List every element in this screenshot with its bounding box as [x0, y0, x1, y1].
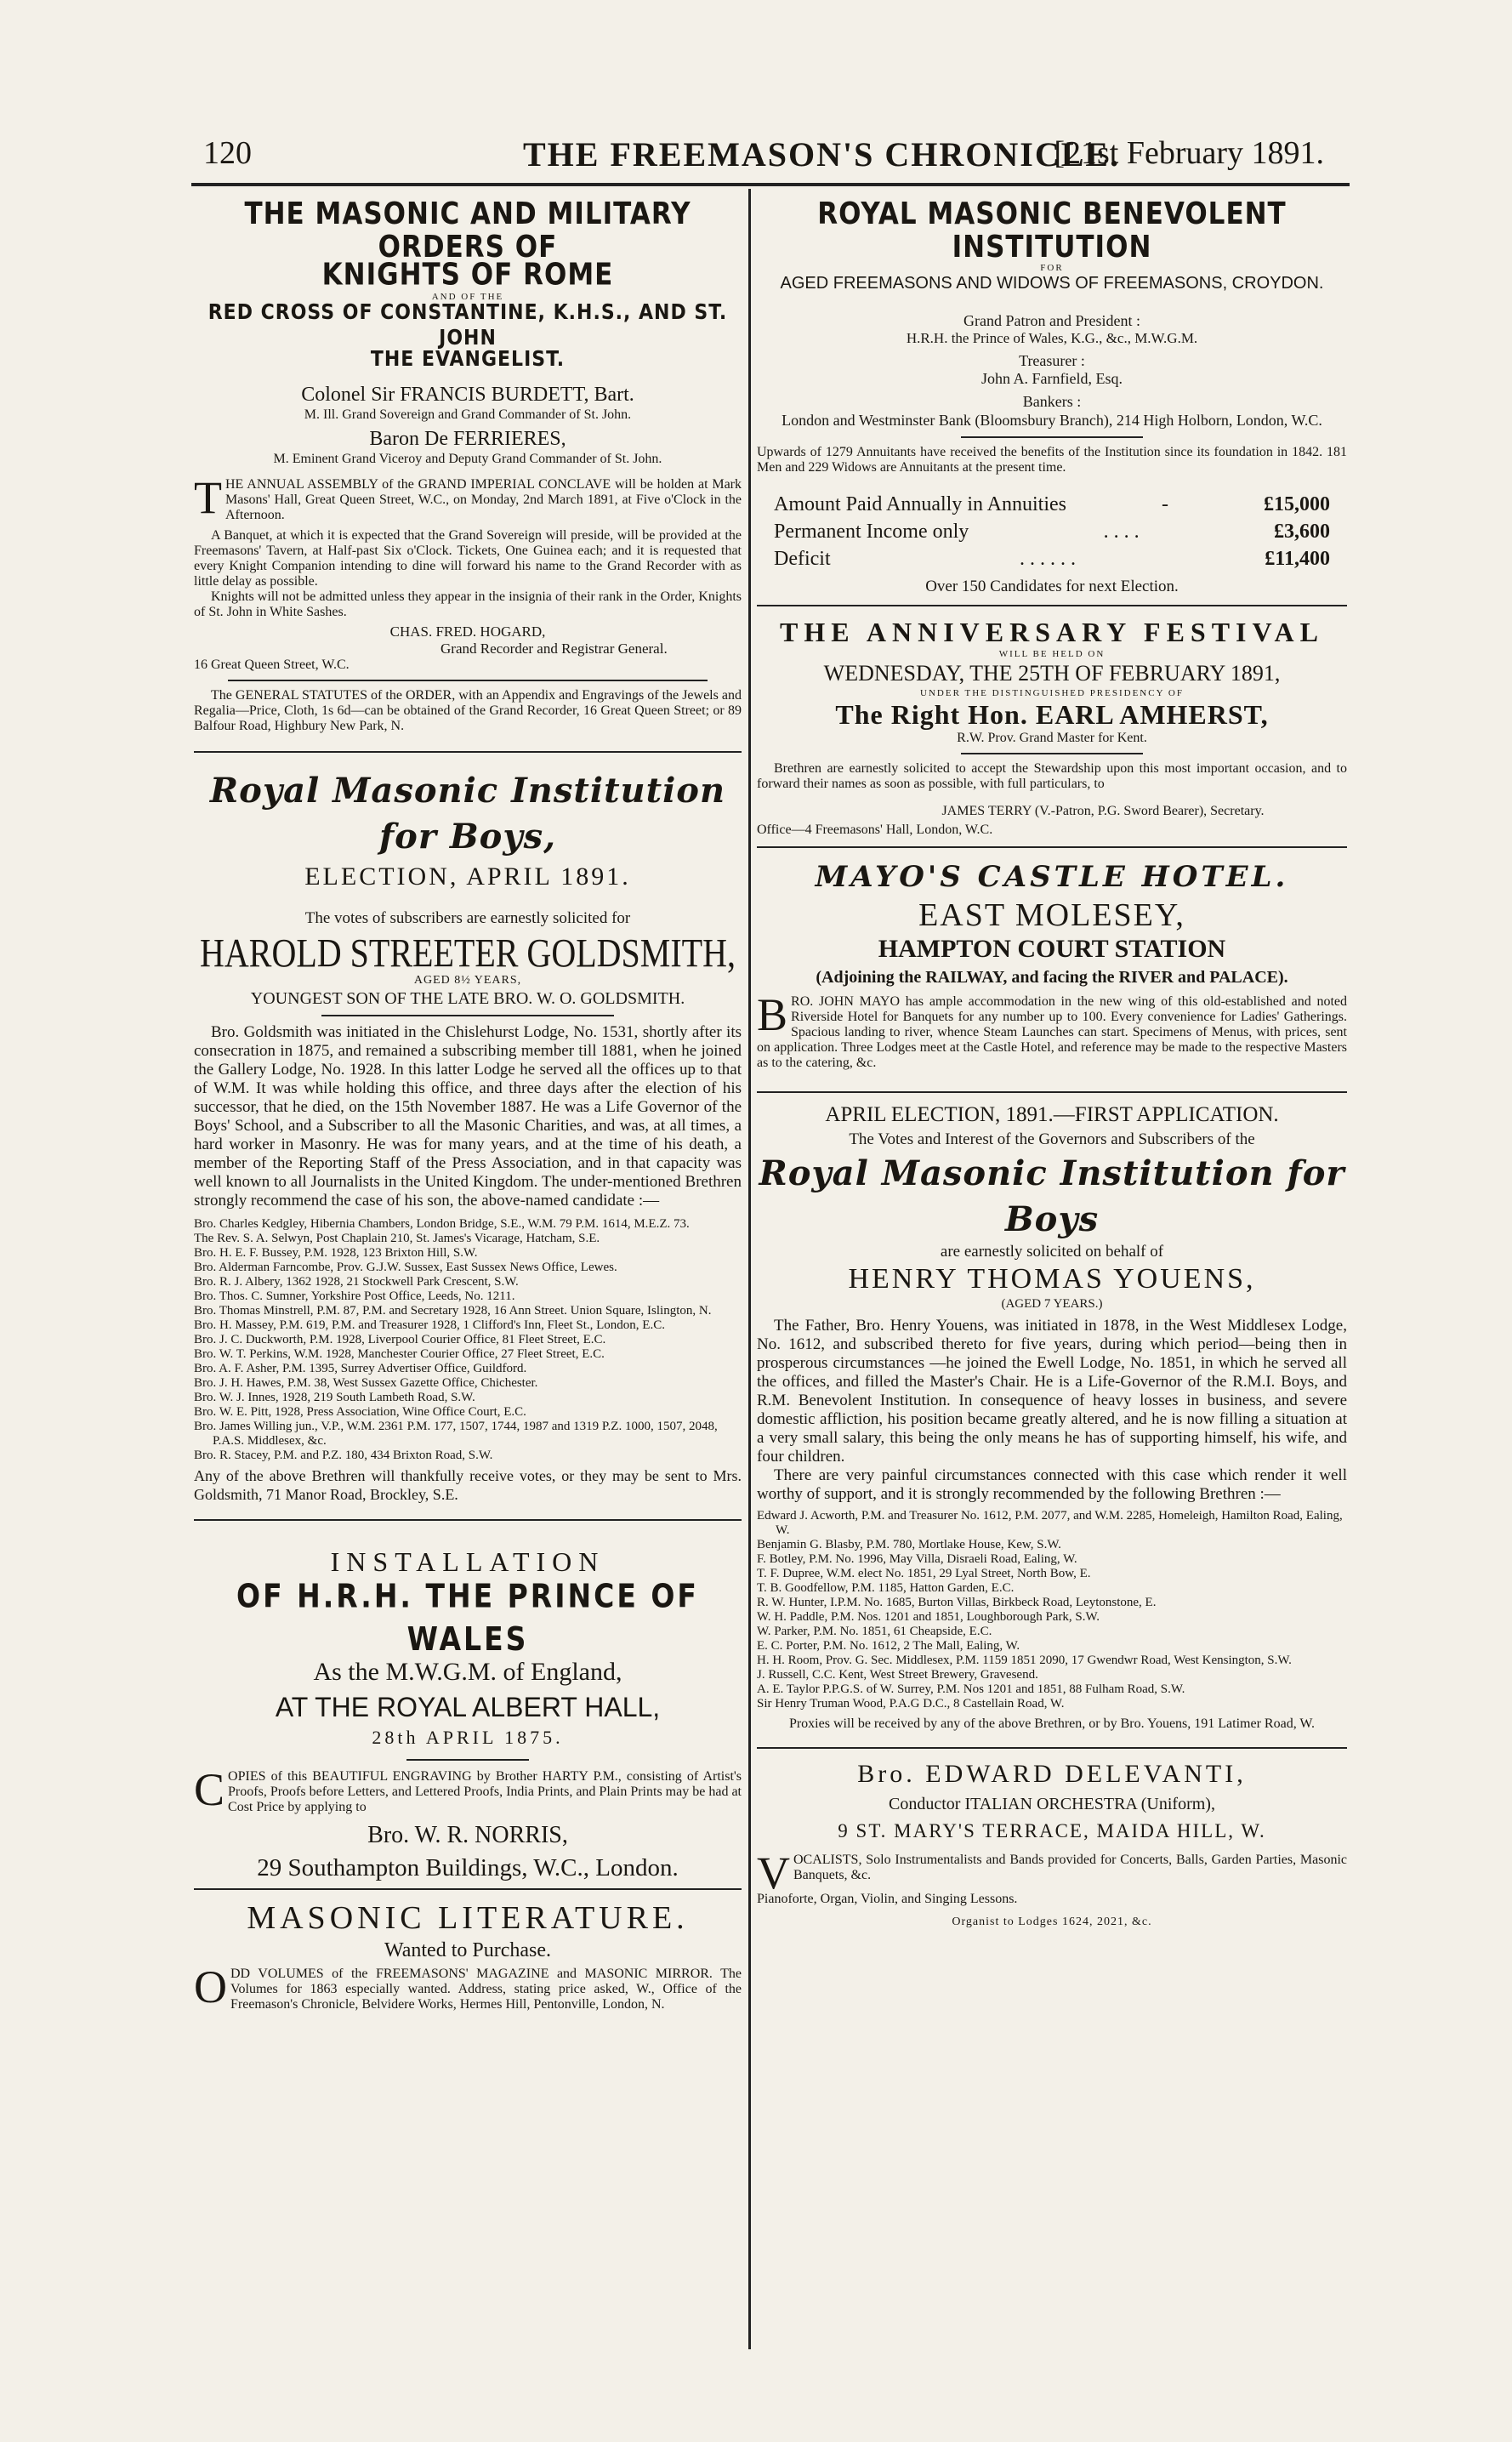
festival-date: WEDNESDAY, THE 25TH OF FEBRUARY 1891,	[823, 661, 1281, 686]
benevolent-patron-label: Grand Patron and President :	[963, 312, 1140, 329]
orders-title-3: RED CROSS OF CONSTANTINE, K.H.S., AND ST. JOHN	[207, 300, 728, 350]
festival-office: Office—4 Freemasons' Hall, London, W.C.	[757, 823, 993, 837]
literature-title: MASONIC LITERATURE.	[247, 1900, 689, 1936]
benevolent-candidates: Over 150 Candidates for next Election.	[925, 578, 1179, 595]
list-item: Bro. W. E. Pitt, 1928, Press Association, Wine Office Court, E.C.	[194, 1405, 526, 1419]
april-candidate: HENRY THOMAS YOUENS,	[848, 1263, 1256, 1295]
installation-title-1: INSTALLATION	[330, 1546, 605, 1577]
list-item: A. E. Taylor P.P.G.S. of W. Surrey, P.M. Nos 1201 and 1851, 88 Fulham Road, S.W.	[757, 1682, 1185, 1696]
orders-person-1: Colonel Sir FRANCIS BURDETT, Bart.	[301, 384, 634, 406]
orders-person-2: Baron De FERRIERES,	[369, 428, 566, 450]
list-item: H. H. Room, Prov. G. Sec. Middlesex, P.M. 1159 1851 2090, 17 Gwendwr Road, West Kensington, S.W.	[757, 1654, 1292, 1667]
separator	[194, 1519, 742, 1521]
list-item: Bro. Thomas Minstrell, P.M. 87, P.M. and Secretary 1928, 16 Ann Street. Union Square, Islington, N.	[194, 1304, 712, 1318]
list-item: W. H. Paddle, P.M. Nos. 1201 and 1851, Loughborough Park, S.W.	[757, 1610, 1100, 1624]
benevolent-advert	[757, 196, 1347, 606]
festival-title: THE ANNIVERSARY FESTIVAL	[780, 617, 1324, 647]
figure-row	[774, 518, 1330, 545]
installation-title-2: OF H.R.H. THE PRINCE OF WALES	[236, 1576, 699, 1659]
figure-row	[774, 491, 1330, 518]
hotel-title: MAYO'S CASTLE HOTEL.	[815, 860, 1289, 894]
list-item: Bro. Thos. C. Sumner, Yorkshire Post Office, Leeds, No. 1211.	[194, 1289, 515, 1303]
orders-signer: CHAS. FRED. HOGARD,	[389, 623, 546, 640]
newspaper-title: THE FREEMASON'S CHRONICLE.	[523, 135, 1121, 174]
list-item: Benjamin G. Blasby, P.M. 780, Mortlake House, Kew, S.W.	[757, 1538, 1061, 1551]
list-item: T. B. Goodfellow, P.M. 1185, Hatton Garden, E.C.	[757, 1581, 1015, 1595]
list-item: R. W. Hunter, I.P.M. No. 1685, Burton Villas, Birkbeck Road, Leytonstone, E.	[757, 1596, 1157, 1609]
separator	[757, 605, 1347, 606]
separator	[406, 1759, 529, 1761]
list-item: Bro. J. C. Duckworth, P.M. 1928, Liverpool Courier Office, 81 Fleet Street, E.C.	[194, 1333, 606, 1346]
benevolent-patron: H.R.H. the Prince of Wales, K.G., &c., M.W.G.M.	[906, 330, 1198, 346]
list-item: Bro. H. Massey, P.M. 619, P.M. and Treasurer 1928, 1 Clifford's Inn, Fleet St., London, E.C.	[194, 1318, 665, 1332]
festival-body: Brethren are earnestly solicited to accept the Stewardship upon this most important occasion, and to forward their names as soon as possible, with full particulars, to	[757, 761, 1347, 791]
list-item: Bro. W. T. Perkins, W.M. 1928, Manchester Courier Office, 27 Fleet Street, E.C.	[194, 1347, 605, 1361]
festival-president: The Right Hon. EARL AMHERST,	[835, 699, 1269, 730]
boys-institution-title: Royal Masonic Institution for Boys,	[209, 771, 726, 857]
april-election-advert	[757, 1101, 1347, 1749]
festival-signer: JAMES TERRY (V.-Patron, P.G. Sword Bearer), Secretary.	[941, 804, 1265, 818]
hotel-advert	[757, 857, 1347, 1093]
installation-line-1: As the M.W.G.M. of England,	[313, 1658, 622, 1686]
separator	[961, 436, 1143, 438]
literature-body	[194, 1961, 742, 2012]
figure-label: Amount Paid Annually in Annuities	[774, 493, 1067, 515]
april-body-2: There are very painful circumstances connected with this case which render it well worthy of support, and it is strongly recommended by the following Brethren :—	[757, 1466, 1347, 1503]
issue-date: [21st February 1891.	[1054, 135, 1324, 171]
orders-title-4: THE EVANGELIST.	[370, 347, 566, 372]
delevanti-pianoforte: Pianoforte, Organ, Violin, and Singing Lessons.	[757, 1892, 1018, 1906]
benevolent-title: ROYAL MASONIC BENEVOLENT INSTITUTION	[817, 196, 1287, 265]
separator	[194, 751, 742, 753]
april-brethren-list	[757, 1509, 1347, 1711]
delevanti-organist: Organist to Lodges 1624, 2021, &c.	[952, 1915, 1152, 1928]
orders-person-1-role: M. Ill. Grand Sovereign and Grand Commander of St. John.	[304, 407, 632, 422]
orders-address: 16 Great Queen Street, W.C.	[194, 657, 350, 672]
separator	[757, 846, 1347, 848]
boys-advert	[194, 768, 742, 1521]
delevanti-body	[757, 1847, 1347, 1898]
page-number: 120	[203, 135, 252, 171]
header-rule	[191, 183, 1350, 186]
literature-advert	[194, 1898, 742, 2012]
list-item: W. Parker, P.M. No. 1851, 61 Cheapside, E.C.	[757, 1625, 992, 1638]
april-institution: Royal Masonic Institution for Boys	[759, 1153, 1345, 1239]
drop-cap: T	[194, 472, 222, 523]
festival-under: UNDER THE DISTINGUISHED PRESIDENCY OF	[920, 688, 1184, 698]
benevolent-bankers-label: Bankers :	[1022, 393, 1082, 410]
orders-para-2: A Banquet, at which it is expected that the Grand Sovereign will preside, will be provided at the Freemasons' Tavern, at Half-past Six o'Clock. Tickets, One Guinea each; and it is requested that every Knight Companion intending to dine will forward his name to the Grand Recorder with as little delay as possible.	[194, 528, 742, 589]
orders-and-of-the: AND OF THE	[431, 292, 504, 302]
delevanti-body-text: OCALISTS, Solo Instrumentalists and Bands provided for Concerts, Balls, Garden Parties, Masonic Banquets, &c.	[793, 1853, 1347, 1882]
separator	[228, 680, 708, 681]
right-column	[757, 191, 1347, 1929]
left-column	[194, 191, 742, 2012]
delevanti-address: 9 ST. MARY'S TERRACE, MAIDA HILL, W.	[838, 1820, 1266, 1841]
installation-contact: Bro. W. R. NORRIS,	[367, 1822, 568, 1848]
installation-date: 28th APRIL 1875.	[372, 1727, 564, 1748]
separator	[961, 753, 1143, 754]
figure-value: £3,600	[1273, 521, 1330, 543]
delevanti-conductor: Conductor ITALIAN ORCHESTRA (Uniform),	[889, 1795, 1215, 1813]
april-aged: (AGED 7 YEARS.)	[1001, 1297, 1103, 1311]
literature-body-text: DD VOLUMES of the FREEMASONS' MAGAZINE and MASONIC MIRROR. The Volumes for 1863 especially wanted. Address, stating price asked, W., Office of the Freemason's Chronicle, Belvidere Works, Hermes Hill, Pentonville, London, N.	[230, 1967, 742, 2012]
boys-aged: AGED 8½ YEARS,	[413, 974, 522, 987]
list-item: T. F. Dupree, W.M. elect No. 1851, 29 Lyal Street, North Bow, E.	[757, 1567, 1091, 1580]
april-solicited: are earnestly solicited on behalf of	[940, 1243, 1164, 1261]
orders-title-1: THE MASONIC AND MILITARY ORDERS OF	[244, 196, 691, 265]
orders-person-2-role: M. Eminent Grand Viceroy and Deputy Grand Commander of St. John.	[273, 452, 662, 466]
orders-para-1-text: HE ANNUAL ASSEMBLY of the GRAND IMPERIAL CONCLAVE will be holden at Mark Masons' Hall, Great Queen Street, W.C., on Monday, 2nd March 1891, at Five o'Clock in the Afternoon.	[225, 477, 742, 522]
delevanti-title: Bro. EDWARD DELEVANTI,	[857, 1760, 1247, 1788]
benevolent-upwards: Upwards of 1279 Annuitants have received the benefits of the Institution since its foundation in 1842. 181 Men and 229 Widows are Annuitants at the present time.	[757, 445, 1347, 475]
benevolent-figures	[774, 491, 1330, 572]
delevanti-advert	[757, 1757, 1347, 1929]
installation-line-2: AT THE ROYAL ALBERT HALL,	[275, 1692, 661, 1722]
figure-dots: . . . .	[1103, 521, 1140, 543]
literature-wanted: Wanted to Purchase.	[384, 1939, 551, 1961]
installation-address: 29 Southampton Buildings, W.C., London.	[257, 1854, 679, 1881]
list-item: Bro. R. Stacey, P.M. and P.Z. 180, 434 Brixton Road, S.W.	[194, 1449, 493, 1462]
separator	[757, 1091, 1347, 1093]
drop-cap: C	[194, 1764, 225, 1815]
installation-body	[194, 1764, 742, 1815]
separator	[194, 1888, 742, 1890]
page-header	[191, 128, 1348, 179]
list-item: E. C. Porter, P.M. No. 1612, 2 The Mall, Ealing, W.	[757, 1639, 1020, 1653]
figure-dots: -	[1162, 493, 1168, 515]
list-item: F. Botley, P.M. No. 1996, May Villa, Disraeli Road, Ealing, W.	[757, 1552, 1077, 1566]
list-item: Bro. R. J. Albery, 1362 1928, 21 Stockwell Park Crescent, S.W.	[194, 1275, 519, 1289]
april-title: APRIL ELECTION, 1891.—FIRST APPLICATION.	[825, 1103, 1279, 1126]
figure-label: Deficit	[774, 548, 831, 570]
list-item: Bro. H. E. F. Bussey, P.M. 1928, 123 Brixton Hill, S.W.	[194, 1246, 478, 1260]
festival-held-on: WILL BE HELD ON	[998, 649, 1106, 659]
benevolent-bankers: London and Westminster Bank (Bloomsbury Branch), 214 High Holborn, London, W.C.	[782, 412, 1322, 429]
boys-votes: The votes of subscribers are earnestly solicited for	[304, 909, 631, 927]
separator	[757, 1747, 1347, 1749]
installation-body-text: OPIES of this BEAUTIFUL ENGRAVING by Brother HARTY P.M., consisting of Artist's Proofs, Proofs before Letters, and Lettered Proofs, India Prints, and Plain Prints may be had at Cost Price by applying to	[228, 1769, 742, 1814]
list-item: Sir Henry Truman Wood, P.A.G D.C., 8 Castellain Road, W.	[757, 1697, 1065, 1711]
festival-president-role: R.W. Prov. Grand Master for Kent.	[957, 731, 1147, 745]
hotel-station: HAMPTON COURT STATION	[878, 935, 1226, 963]
figure-label: Permanent Income only	[774, 521, 969, 543]
drop-cap: V	[757, 1847, 790, 1898]
figure-value: £15,000	[1263, 493, 1330, 515]
orders-title-2: KNIGHTS OF ROME	[321, 257, 614, 293]
installation-advert	[194, 1543, 742, 1890]
boys-candidate: HAROLD STREETER GOLDSMITH,	[200, 930, 736, 976]
hotel-place: EAST MOLESEY,	[918, 897, 1185, 933]
boys-brethren-list	[194, 1217, 742, 1463]
benevolent-treasurer: John A. Farnfield, Esq.	[981, 370, 1123, 387]
hotel-body	[757, 989, 1347, 1071]
hotel-body-text: RO. JOHN MAYO has ample accommodation in the new wing of this old-established and noted Riverside Hotel for Banquets for any number up to 100. Every convenience for Ladies' Gatherings. Spacious landing to river, whence Steam Launches can start. Specimens of Menus, with prices, sent on application. Three Lodges meet at the Castle Hotel, and reference may be made to the respective Masters as to the catering, &c.	[757, 994, 1347, 1070]
list-item: Bro. Charles Kedgley, Hibernia Chambers, London Bridge, S.E., W.M. 79 P.M. 1614, M.E.Z. 73.	[194, 1217, 690, 1231]
list-item: J. Russell, C.C. Kent, West Street Brewery, Gravesend.	[757, 1668, 1038, 1682]
list-item: Bro. James Willing jun., V.P., W.M. 2361 P.M. 177, 1507, 1744, 1987 and 1319 P.Z. 1000, 1507, 2048, P.A.S. Middlesex, &c.	[194, 1420, 718, 1448]
list-item: Bro. W. J. Innes, 1928, 219 South Lambeth Road, S.W.	[194, 1391, 475, 1404]
orders-signer-role: Grand Recorder and Registrar General.	[441, 640, 668, 657]
april-votes: The Votes and Interest of the Governors and Subscribers of the	[849, 1130, 1255, 1148]
orders-para-3: Knights will not be admitted unless they appear in the insignia of their rank in the Order, Knights of St. John in White Sashes.	[194, 589, 742, 619]
orders-statutes: The GENERAL STATUTES of the ORDER, with an Appendix and Engravings of the Jewels and Regalia—Price, Cloth, 1s 6d—can be obtained of the Grand Recorder, 16 Great Queen Street; or 89 Balfour Road, Highbury New Park, N.	[194, 688, 742, 733]
boys-closing: Any of the above Brethren will thankfully receive votes, or they may be sent to Mrs. Goldsmith, 71 Manor Road, Brockley, S.E.	[194, 1467, 742, 1503]
list-item: Bro. Alderman Farncombe, Prov. G.J.W. Sussex, East Sussex News Office, Lewes.	[194, 1261, 617, 1274]
list-item: The Rev. S. A. Selwyn, Post Chaplain 210, St. James's Vicarage, Hatcham, S.E.	[194, 1232, 600, 1245]
boys-election: ELECTION, APRIL 1891.	[304, 862, 631, 891]
benevolent-for: FOR	[1040, 263, 1064, 273]
boys-son-of: YOUNGEST SON OF THE LATE BRO. W. O. GOLDSMITH.	[250, 989, 685, 1008]
drop-cap: B	[757, 989, 788, 1040]
orders-para-1	[194, 472, 742, 523]
list-item: Bro. J. H. Hawes, P.M. 38, West Sussex Gazette Office, Chichester.	[194, 1376, 538, 1390]
figure-row	[774, 545, 1330, 572]
orders-advert	[194, 196, 742, 753]
column-divider	[748, 189, 751, 2349]
figure-dots: . . . . . .	[1019, 548, 1076, 570]
boys-body: Bro. Goldsmith was initiated in the Chislehurst Lodge, No. 1531, shortly after its consecration in 1875, and remained a subscribing member till 1881, when he joined the Gallery Lodge, No. 1928. In this latter Lodge he served all the offices up to that of W.M. It was while holding this office, and three days after the election of his successor, that he died, on the 15th November 1887. He was a Life Governor of the Boys' School, and a Subscriber to all the Masonic Charities, and was, at all times, a hard worker in Masonry. He was for many years, and at the time of his death, a member of the Reporting Staff of the Press Association, and in that capacity was well known to all Journalists in the United Kingdom. The under-mentioned Brethren strongly recommend the case of his son, the above-named candidate :—	[194, 1023, 742, 1210]
hotel-adjoining: (Adjoining the RAILWAY, and facing the RIVER and PALACE).	[816, 968, 1288, 987]
april-body-1: The Father, Bro. Henry Youens, was initiated in 1878, in the West Middlesex Lodge, No. 1612, and subscribed thereto for five years, during which period—being then in prosperous circumstances —he joined the Ewell Lodge, No. 1851, in which he served all the offices, and filled the Master's Chair. He is a Life-Governor of the R.M.I. Boys, and R.M. Benevolent Institution. In consequence of heavy losses in business, and severe domestic affliction, his position became greatly altered, and he is now filling a situation at a very small salary, this being the only means he has of supporting himself, his wife, and four children.	[757, 1317, 1347, 1466]
drop-cap: O	[194, 1961, 227, 2012]
april-proxies: Proxies will be received by any of the above Brethren, or by Bro. Youens, 191 Latimer Road, W.	[788, 1716, 1316, 1731]
benevolent-treasurer-label: Treasurer :	[1019, 352, 1085, 369]
list-item: Edward J. Acworth, P.M. and Treasurer No. 1612, P.M. 2077, and W.M. 2285, Homeleigh, Hamilton Road, Ealing, W.	[757, 1509, 1343, 1537]
festival-advert	[757, 615, 1347, 848]
benevolent-subtitle: AGED FREEMASONS AND WIDOWS OF FREEMASONS, CROYDON.	[780, 274, 1324, 293]
separator	[321, 1015, 614, 1016]
list-item: Bro. A. F. Asher, P.M. 1395, Surrey Advertiser Office, Guildford.	[194, 1362, 527, 1375]
figure-value: £11,400	[1265, 548, 1330, 570]
